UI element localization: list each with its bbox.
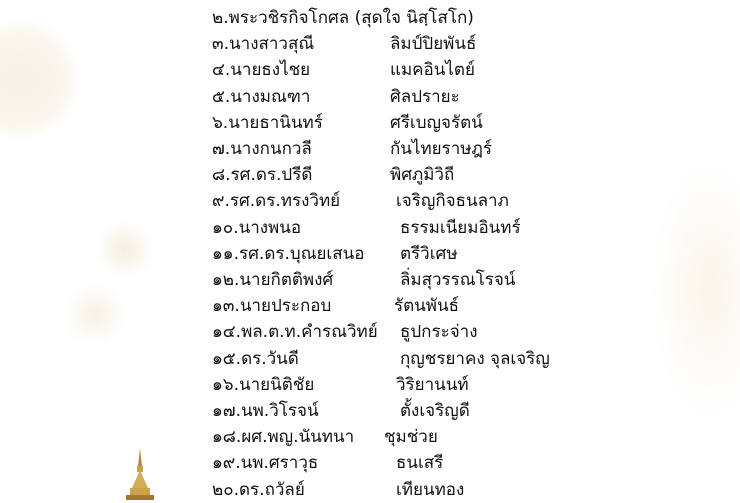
list-item (212, 57, 475, 83)
surname: ศิลปรายะ (390, 86, 460, 107)
list-item (212, 110, 483, 136)
given-name: นพ.วิโรจน์ (240, 401, 319, 421)
decorative-ornament (95, 220, 155, 280)
item-number: ๑๕. (212, 348, 242, 369)
item-number: ๑๘. (212, 427, 242, 448)
surname: แมคอินไตย์ (390, 60, 475, 81)
item-number: ๑๙. (212, 453, 241, 474)
given-name: พระวชิรกิจโกศล (สุดใจ นิสฺโสโก) (228, 8, 474, 28)
surname: กันไทยราษฎร์ (390, 139, 493, 159)
surname: ธูปกระจ่าง (400, 322, 478, 343)
given-name: นายธงไชย (230, 60, 311, 81)
item-number: ๑๔. (212, 322, 242, 343)
given-name: รศ.ดร.บุณยเสนอ (239, 243, 365, 264)
item-number: ๑๑. (212, 243, 239, 264)
given-name: นายนิติชัย (239, 374, 315, 395)
given-name: นางพนอ (238, 217, 302, 238)
decorative-ornament (60, 285, 130, 345)
list-item (212, 84, 460, 110)
item-number: ๑๖. (212, 374, 239, 395)
given-name: ดร.วันดี (241, 348, 299, 369)
given-name: ดร.ถวัลย์ (239, 479, 305, 500)
surname: ธนเสรี (396, 453, 444, 474)
surname: ตรีวิเศษ (400, 243, 458, 264)
given-name: พล.ต.ท.คำรณวิทย์ (241, 322, 378, 343)
surname: วิริยานนท์ (396, 374, 469, 395)
list-item (212, 477, 465, 503)
list-item (212, 424, 438, 450)
list-item (212, 293, 459, 319)
given-name: นายประกอบ (239, 296, 332, 317)
item-number: ๒. (212, 8, 229, 28)
surname: กุญชรยาคง จุลเจริญ (400, 348, 550, 369)
list-item (212, 136, 493, 162)
list-item (212, 162, 455, 188)
list-item (212, 450, 444, 476)
item-number: ๗. (212, 139, 231, 159)
item-number: ๒๐. (212, 479, 239, 500)
surname: ตั้งเจริญดี (400, 401, 470, 421)
list-item (212, 241, 458, 267)
given-name: นางสาวสุณี (229, 34, 315, 55)
item-number: ๔. (212, 60, 231, 81)
given-name: ผศ.พญ.นันทนา (241, 427, 355, 448)
item-number: ๖. (212, 112, 229, 133)
list-item (212, 5, 474, 31)
surname: พิศภูมิวิถี (390, 165, 455, 186)
list-item (212, 372, 469, 398)
list-item (212, 215, 521, 241)
list-item (212, 346, 550, 372)
item-number: ๑๒. (212, 270, 240, 290)
given-name: รศ.ดร.ทรงวิทย์ (229, 191, 341, 212)
surname: ศรีเบญจรัตน์ (390, 112, 483, 133)
item-number: ๑๓. (212, 296, 240, 317)
temple-spire-icon (126, 448, 154, 500)
item-number: ๕. (212, 86, 231, 107)
given-name: นายกิตติพงศ์ (239, 270, 334, 290)
surname: ชุมช่วย (384, 427, 438, 448)
surname: ลิมป์ปิยพันธ์ (390, 34, 477, 55)
surname: ลิ่มสุวรรณโรจน์ (400, 270, 516, 290)
surname: ธรรมเนียมอินทร์ (400, 217, 521, 238)
list-item (212, 188, 509, 214)
decorative-watermark-right (650, 160, 740, 420)
decorative-flower-watermark (0, 20, 80, 140)
list-item (212, 31, 477, 57)
surname: รัตนพันธ์ (394, 296, 459, 317)
item-number: ๘. (212, 165, 231, 186)
given-name: นพ.ศราวุธ (240, 453, 319, 474)
given-name: นางกนกวลี (230, 139, 312, 159)
given-name: รศ.ดร.ปรีดี (230, 165, 313, 186)
given-name: นางมณฑา (230, 86, 311, 107)
list-item (212, 398, 470, 424)
item-number: ๑๐. (212, 217, 239, 238)
surname: เทียนทอง (396, 479, 465, 500)
item-number: ๓. (212, 34, 230, 55)
given-name: นายธานินทร์ (228, 112, 323, 133)
surname: เจริญกิจธนลาภ (396, 191, 509, 212)
list-item (212, 319, 478, 345)
item-number: ๙. (212, 191, 230, 212)
item-number: ๑๗. (212, 401, 241, 421)
list-item (212, 267, 516, 293)
